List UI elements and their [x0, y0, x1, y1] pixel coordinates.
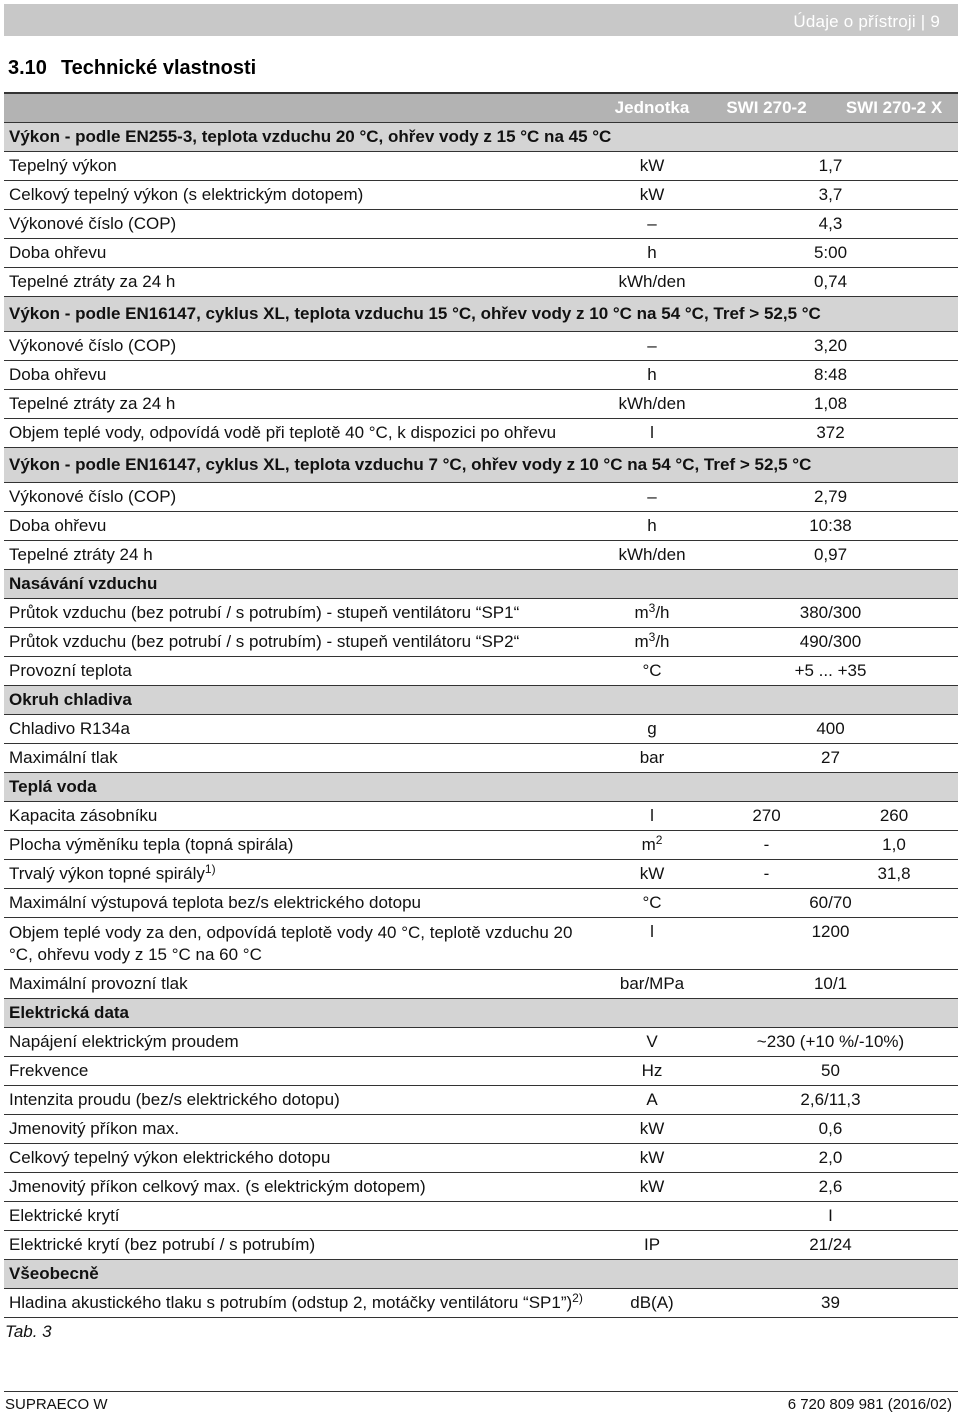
table-header-row: [4, 93, 958, 123]
group-label: Nasávání vzduchu: [4, 570, 958, 599]
table-row: [4, 419, 958, 448]
row-value: 0,74: [703, 268, 958, 297]
row-label: Tepelné ztráty za 24 h: [4, 390, 601, 419]
row-value: +5 ... +35: [703, 657, 958, 686]
row-unit: l: [601, 802, 703, 831]
group-row: [4, 448, 958, 483]
row-label: Napájení elektrickým proudem: [4, 1028, 601, 1057]
row-unit: kW: [601, 152, 703, 181]
row-label: Výkonové číslo (COP): [4, 210, 601, 239]
row-unit: [601, 1202, 703, 1231]
row-label: Celkový tepelný výkon elektrického dotopu: [4, 1144, 601, 1173]
table-row: [4, 361, 958, 390]
unit-base: m: [634, 603, 649, 622]
group-row: [4, 570, 958, 599]
row-unit: kW: [601, 860, 703, 889]
row-unit: bar: [601, 744, 703, 773]
row-value: 1200: [703, 918, 958, 970]
table-row: [4, 860, 958, 889]
row-unit: IP: [601, 1231, 703, 1260]
row-unit: dB(A): [601, 1289, 703, 1318]
row-value-model-2: 31,8: [830, 860, 958, 889]
row-label-cell: [4, 1289, 601, 1318]
group-label: Okruh chladiva: [4, 686, 958, 715]
table-caption: Tab. 3: [5, 1322, 52, 1341]
row-unit: kW: [601, 1115, 703, 1144]
row-value: 1,7: [703, 152, 958, 181]
group-label: Elektrická data: [4, 999, 958, 1028]
row-value: 372: [703, 419, 958, 448]
table-row: [4, 831, 958, 860]
row-label: Jmenovitý příkon max.: [4, 1115, 601, 1144]
section-number: 3.10: [8, 57, 47, 79]
row-value: 2,79: [703, 483, 958, 512]
col-model-2-header: SWI 270-2 X: [830, 93, 958, 123]
row-unit: [601, 831, 703, 860]
row-label: Jmenovitý příkon celkový max. (s elektrickým dotopem): [4, 1173, 601, 1202]
footnote-marker: 1): [204, 862, 216, 876]
row-value: 10/1: [703, 970, 958, 999]
row-label: Trvalý výkon topné spirály: [9, 864, 205, 883]
row-label: Doba ohřevu: [4, 361, 601, 390]
row-unit: –: [601, 332, 703, 361]
row-value: 380/300: [703, 599, 958, 628]
unit-suffix: /h: [655, 603, 670, 622]
table-row: [4, 1115, 958, 1144]
group-row: [4, 686, 958, 715]
section-title: [8, 57, 256, 80]
row-label: Chladivo R134a: [4, 715, 601, 744]
group-row: [4, 999, 958, 1028]
table-row: [4, 332, 958, 361]
row-value: 1,08: [703, 390, 958, 419]
row-unit: –: [601, 483, 703, 512]
row-unit: l: [601, 918, 703, 970]
row-value: 3,20: [703, 332, 958, 361]
table-row: [4, 512, 958, 541]
row-value: 0,6: [703, 1115, 958, 1144]
row-label: Výkonové číslo (COP): [4, 332, 601, 361]
table-row: [4, 1202, 958, 1231]
table-row: [4, 1144, 958, 1173]
row-value: 3,7: [703, 181, 958, 210]
row-label: Kapacita zásobníku: [4, 802, 601, 831]
table-row: [4, 483, 958, 512]
row-label: Výkonové číslo (COP): [4, 483, 601, 512]
footer-divider: [4, 1391, 958, 1392]
row-label: Plocha výměníku tepla (topná spirála): [4, 831, 601, 860]
row-label: Tepelné ztráty 24 h: [4, 541, 601, 570]
row-unit: kWh/den: [601, 268, 703, 297]
row-value: 490/300: [703, 628, 958, 657]
group-label: Výkon - podle EN16147, cyklus XL, teplota vzduchu 15 °C, ohřev vody z 10 °C na 54 °C, Tref > 52,5 °C: [4, 297, 958, 332]
group-row: [4, 1260, 958, 1289]
row-unit: kWh/den: [601, 390, 703, 419]
table-row: [4, 1289, 958, 1318]
row-value: 5:00: [703, 239, 958, 268]
group-row: [4, 773, 958, 802]
table-row: [4, 181, 958, 210]
row-unit: °C: [601, 657, 703, 686]
group-row: [4, 297, 958, 332]
row-label: Průtok vzduchu (bez potrubí / s potrubím) - stupeň ventilátoru “SP2“: [4, 628, 601, 657]
row-label: Provozní teplota: [4, 657, 601, 686]
row-label: Tepelný výkon: [4, 152, 601, 181]
row-unit: V: [601, 1028, 703, 1057]
table-row: [4, 239, 958, 268]
table-row: [4, 599, 958, 628]
unit-base: m: [641, 835, 656, 854]
row-unit: [601, 628, 703, 657]
row-label: Hladina akustického tlaku s potrubím (odstup 2, motáčky ventilátoru “SP1”): [9, 1293, 573, 1312]
row-label-cell: [4, 860, 601, 889]
row-unit: A: [601, 1086, 703, 1115]
group-label: Výkon - podle EN255-3, teplota vzduchu 20 °C, ohřev vody z 15 °C na 45 °C: [4, 123, 958, 152]
row-value: I: [703, 1202, 958, 1231]
row-label: Intenzita proudu (bez/s elektrického dotopu): [4, 1086, 601, 1115]
spec-table: [4, 92, 958, 1318]
row-unit: h: [601, 512, 703, 541]
row-label: Průtok vzduchu (bez potrubí / s potrubím) - stupeň ventilátoru “SP1“: [4, 599, 601, 628]
table-row: [4, 918, 958, 970]
row-label: Tepelné ztráty za 24 h: [4, 268, 601, 297]
row-unit: g: [601, 715, 703, 744]
row-unit: kW: [601, 1144, 703, 1173]
table-row: [4, 541, 958, 570]
page-header-text: Údaje o přístroji | 9: [793, 12, 940, 31]
table-row: [4, 152, 958, 181]
row-unit: kWh/den: [601, 541, 703, 570]
table-row: [4, 970, 958, 999]
row-label: Doba ohřevu: [4, 512, 601, 541]
row-unit: –: [601, 210, 703, 239]
row-label: Maximální tlak: [4, 744, 601, 773]
row-label: Elektrické krytí (bez potrubí / s potrubím): [4, 1231, 601, 1260]
unit-exponent: 3: [648, 601, 656, 615]
row-value: 21/24: [703, 1231, 958, 1260]
row-unit: kW: [601, 181, 703, 210]
row-value: 400: [703, 715, 958, 744]
section-title-text: Technické vlastnosti: [60, 57, 257, 79]
row-label: Frekvence: [4, 1057, 601, 1086]
unit-exponent: 3: [648, 630, 656, 644]
table-row: [4, 802, 958, 831]
footnote-marker: 2): [572, 1291, 583, 1305]
table-row: [4, 268, 958, 297]
table-row: [4, 744, 958, 773]
unit-base: m: [634, 632, 649, 651]
unit-exponent: 2: [655, 833, 663, 847]
row-unit: l: [601, 419, 703, 448]
table-row: [4, 715, 958, 744]
group-label: Teplá voda: [4, 773, 958, 802]
table-row: [4, 628, 958, 657]
row-value: 50: [703, 1057, 958, 1086]
row-value: 0,97: [703, 541, 958, 570]
table-row: [4, 657, 958, 686]
row-label: Maximální výstupová teplota bez/s elektrického dotopu: [4, 889, 601, 918]
row-label: Objem teplé vody, odpovídá vodě při teplotě 40 °C, k dispozici po ohřevu: [4, 419, 601, 448]
table-row: [4, 889, 958, 918]
row-value: 2,0: [703, 1144, 958, 1173]
page-header-bar: [4, 4, 958, 36]
row-value: 8:48: [703, 361, 958, 390]
table-row: [4, 1057, 958, 1086]
table-row: [4, 1231, 958, 1260]
row-value-model-2: 260: [830, 802, 958, 831]
row-value: 2,6: [703, 1173, 958, 1202]
header-blank: [4, 93, 601, 123]
row-value: 39: [703, 1289, 958, 1318]
row-label: Objem teplé vody za den, odpovídá teplotě vody 40 °C, teplotě vzduchu 20 °C, ohřevu vody z 15 °C na 60 °C: [4, 918, 601, 970]
group-row: [4, 123, 958, 152]
group-label: Všeobecně: [4, 1260, 958, 1289]
row-value-model-2: 1,0: [830, 831, 958, 860]
table-row: [4, 1028, 958, 1057]
row-unit: h: [601, 239, 703, 268]
row-value: ~230 (+10 %/-10%): [703, 1028, 958, 1057]
group-label: Výkon - podle EN16147, cyklus XL, teplota vzduchu 7 °C, ohřev vody z 10 °C na 54 °C, Tref > 52,5 °C: [4, 448, 958, 483]
table-row: [4, 1173, 958, 1202]
col-model-1-header: SWI 270-2: [703, 93, 830, 123]
row-value: 4,3: [703, 210, 958, 239]
footer-doc-number: 6 720 809 981 (2016/02): [787, 1396, 952, 1413]
col-unit-header: Jednotka: [601, 93, 703, 123]
table-row: [4, 390, 958, 419]
unit-suffix: /h: [655, 632, 670, 651]
row-label: Maximální provozní tlak: [4, 970, 601, 999]
row-value-model-1: -: [703, 831, 830, 860]
row-label: Celkový tepelný výkon (s elektrickým dotopem): [4, 181, 601, 210]
row-unit: Hz: [601, 1057, 703, 1086]
row-label: Elektrické krytí: [4, 1202, 601, 1231]
table-row: [4, 210, 958, 239]
row-unit: h: [601, 361, 703, 390]
row-unit: [601, 599, 703, 628]
row-value: 2,6/11,3: [703, 1086, 958, 1115]
table-row: [4, 1086, 958, 1115]
row-value: 10:38: [703, 512, 958, 541]
footer-product: SUPRAECO W: [5, 1396, 108, 1413]
row-value-model-1: -: [703, 860, 830, 889]
row-unit: bar/MPa: [601, 970, 703, 999]
row-value: 60/70: [703, 889, 958, 918]
row-unit: kW: [601, 1173, 703, 1202]
row-value: 27: [703, 744, 958, 773]
row-unit: °C: [601, 889, 703, 918]
row-label: Doba ohřevu: [4, 239, 601, 268]
row-value-model-1: 270: [703, 802, 830, 831]
